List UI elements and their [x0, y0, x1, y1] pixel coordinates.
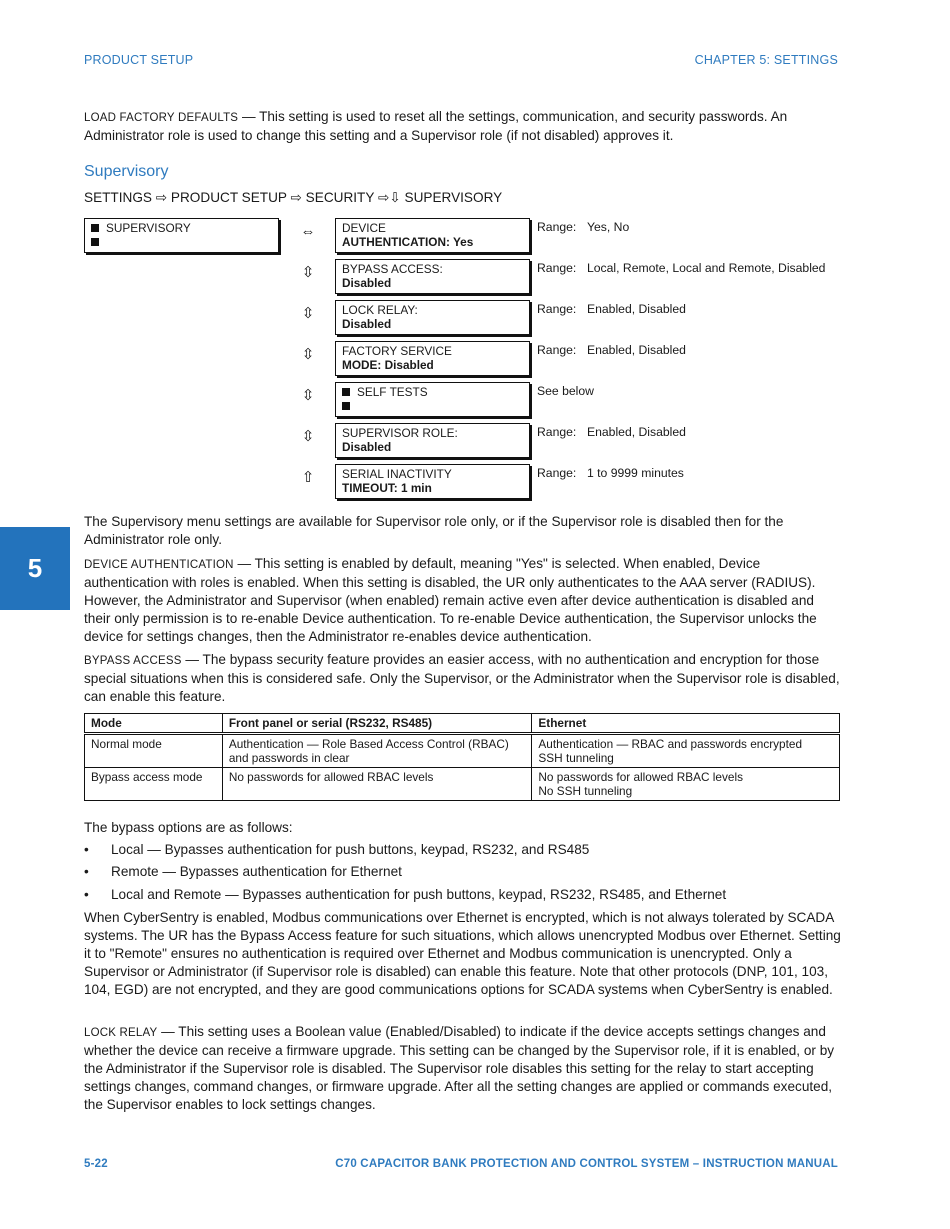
table-cell: No passwords for allowed RBAC levels	[222, 768, 532, 801]
supervisory-menu-paragraph: The Supervisory menu settings are available for Supervisor role only, or if the Supervisor role is disabled then for the Administrator role only.	[84, 514, 784, 547]
left-right-arrow-icon: ⇔	[300, 223, 316, 240]
up-down-arrow-icon: ⇳	[301, 387, 315, 404]
menu-item-line2: Disabled	[342, 440, 392, 454]
bypass-mode-table	[84, 713, 840, 801]
bullet-item-local: • Local — Bypasses authentication for push buttons, keypad, RS232, and RS485	[84, 842, 590, 857]
menu-item-line1: FACTORY SERVICE	[342, 344, 452, 358]
supervisory-root-label: SUPERVISORY	[106, 221, 191, 235]
menu-square-icon	[342, 388, 350, 396]
running-header-section: PRODUCT SETUP	[84, 53, 194, 67]
running-header-chapter: CHAPTER 5: SETTINGS	[694, 53, 838, 67]
table-header-cell: Ethernet	[532, 714, 840, 734]
chapter-tab: 5	[0, 527, 70, 610]
lock-relay-text: — This setting uses a Boolean value (Enabled/Disabled) to indicate if the device accepts settings changes and whether the device can receive a firmware upgrade. This setting can be changed by the Supervisor role, if it is enabled, or by the Administrator if the Supervisor role is disabled. The Supervisor role disables this setting for the relay to start accepting settings changes, command changes, or firmware upgrade. After all the setting changes are applied or commands executed, the Supervisor enables to lock settings changes.	[84, 1024, 835, 1112]
bullet-item-local-and-remote: • Local and Remote — Bypasses authentication for push buttons, keypad, RS232, RS485, and Ethernet	[84, 887, 727, 902]
bullet-icon: •	[84, 864, 89, 879]
menu-square-icon	[342, 402, 350, 410]
table-cell: Bypass access mode	[85, 768, 223, 801]
range-self-tests: See below	[537, 384, 594, 398]
load-factory-defaults-term: LOAD FACTORY DEFAULTS	[84, 112, 239, 124]
factory-service-mode-box	[335, 341, 530, 376]
bypass-access-paragraph	[84, 651, 844, 706]
bypass-options-intro: The bypass options are as follows:	[84, 820, 293, 835]
menu-square-icon	[91, 224, 99, 232]
device-authentication-text: — This setting is enabled by default, meaning "Yes" is selected. When enabled, Device authentication with roles is enabled. When this setting is disabled, the UR only authenticates to the AAA server (RADIUS). However, the Administrator and Supervisor (when enabled) remain active even after device authentication is disabled and their only permission is to re-enable Device authentication. To re-enable Device authentication, the Supervisor unlocks the device for settings changes, then the Administrator re-enables device authentication.	[84, 556, 817, 644]
bullet-icon: •	[84, 887, 89, 902]
table-header-row	[85, 714, 840, 734]
menu-square-icon	[91, 238, 99, 246]
device-authentication-paragraph	[84, 555, 844, 646]
menu-item-line2: TIMEOUT: 1 min	[342, 481, 432, 495]
table-row	[85, 768, 840, 801]
lock-relay-term: LOCK RELAY	[84, 1027, 158, 1039]
menu-item-line1: SELF TESTS	[357, 385, 428, 399]
menu-item-line1: DEVICE	[342, 221, 386, 235]
manual-title: C70 CAPACITOR BANK PROTECTION AND CONTROL SYSTEM – INSTRUCTION MANUAL	[335, 1158, 838, 1170]
menu-item-line1: SERIAL INACTIVITY	[342, 467, 452, 481]
bullet-icon: •	[84, 842, 89, 857]
bypass-access-term: BYPASS ACCESS	[84, 655, 182, 667]
up-arrow-icon: ⇧	[301, 469, 315, 486]
table-row	[85, 734, 840, 768]
device-authentication-box	[335, 218, 530, 253]
range-serial-inactivity-timeout: Range: 1 to 9999 minutes	[537, 466, 684, 480]
bullet-item-remote: • Remote — Bypasses authentication for Ethernet	[84, 864, 402, 879]
menu-item-line2: AUTHENTICATION: Yes	[342, 235, 474, 249]
supervisory-root-box	[84, 218, 279, 253]
bypass-access-text: — The bypass security feature provides an easier access, with no authentication and encryption for those special situations when this is considered safe. Only the Supervisor, or the Administrator when the Supervisor role is disabled, can enable this feature.	[84, 652, 840, 704]
up-down-arrow-icon: ⇳	[301, 346, 315, 363]
menu-item-line1: BYPASS ACCESS:	[342, 262, 443, 276]
cybersentry-paragraph: When CyberSentry is enabled, Modbus communications over Ethernet is encrypted, which is not always tolerated by SCADA systems. The UR has the Bypass Access feature for such situations, which allows unencrypted Modbus over Ethernet. Setting it to "Remote" ensures no authentication is required over Ethernet and Modbus communication is unencrypted. Only a Supervisor or Administrator (if Supervisor role is disabled) can enable this feature. Note that other protocols (DNP, 101, 103, 104, EGD) are not encrypted, and they are good communications options for SCADA systems when CyberSentry is enabled.	[84, 910, 841, 997]
table-cell: Authentication — Role Based Access Control (RBAC) and passwords in clear	[222, 734, 532, 768]
table-header-cell: Front panel or serial (RS232, RS485)	[222, 714, 532, 734]
serial-inactivity-timeout-box	[335, 464, 530, 499]
range-device-authentication: Range: Yes, No	[537, 220, 630, 234]
lock-relay-paragraph	[84, 1023, 844, 1114]
load-factory-defaults-paragraph	[84, 108, 844, 145]
range-factory-service-mode: Range: Enabled, Disabled	[537, 343, 686, 357]
menu-item-line1: SUPERVISOR ROLE:	[342, 426, 458, 440]
menu-item-line2: MODE: Disabled	[342, 358, 434, 372]
page-number: 5-22	[84, 1158, 108, 1170]
range-supervisor-role: Range: Enabled, Disabled	[537, 425, 686, 439]
self-tests-box	[335, 382, 530, 417]
range-bypass-access: Range: Local, Remote, Local and Remote, Disabled	[537, 261, 826, 275]
bypass-access-box	[335, 259, 530, 294]
load-factory-defaults-text: — This setting is used to reset all the settings, communication, and security passwords. An Administrator role is used to change this setting and a Supervisor role (if not disabled) approves it.	[84, 109, 788, 143]
table-cell: Authentication — RBAC and passwords encrypted SSH tunneling	[532, 734, 840, 768]
table-header-cell: Mode	[85, 714, 223, 734]
up-down-arrow-icon: ⇳	[301, 264, 315, 281]
table-cell: No passwords for allowed RBAC levels No SSH tunneling	[532, 768, 840, 801]
up-down-arrow-icon: ⇳	[301, 305, 315, 322]
supervisor-role-box	[335, 423, 530, 458]
table-cell: Normal mode	[85, 734, 223, 768]
up-down-arrow-icon: ⇳	[301, 428, 315, 445]
lock-relay-box	[335, 300, 530, 335]
menu-item-line2: Disabled	[342, 276, 392, 290]
menu-item-line1: LOCK RELAY:	[342, 303, 418, 317]
device-authentication-term: DEVICE AUTHENTICATION	[84, 559, 234, 571]
settings-path: SETTINGS ⇨ PRODUCT SETUP ⇨ SECURITY ⇨⇩ SUPERVISORY	[84, 190, 503, 205]
range-lock-relay: Range: Enabled, Disabled	[537, 302, 686, 316]
menu-item-line2: Disabled	[342, 317, 392, 331]
section-title: Supervisory	[84, 163, 169, 180]
